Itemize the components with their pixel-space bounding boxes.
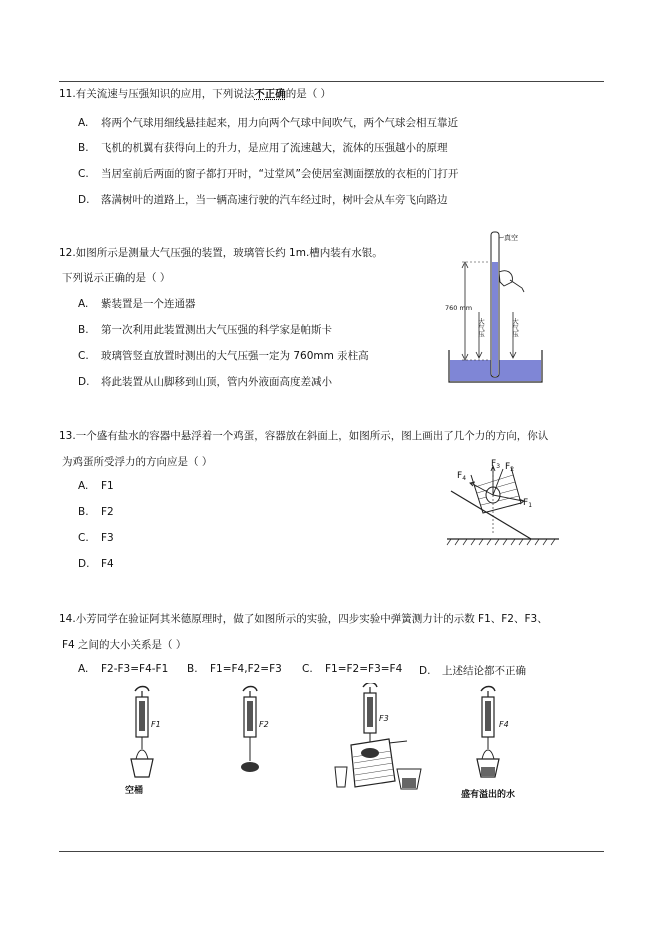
height-label: 760 mm <box>445 304 473 312</box>
f4-reading-label: F4 <box>499 720 509 729</box>
q13-option-c: C. F3 <box>78 532 114 544</box>
barometer-figure <box>442 228 552 388</box>
q11-option-a: A. 将两个气球用细线悬挂起来，用力向两个气球中间吹气，两个气球会相互靠近 <box>78 117 458 129</box>
question-13-stem: 13.一个盛有盐水的容器中悬浮着一个鸡蛋，容器放在斜面上，如图所示，图上画出了几个力的方向，你认 <box>59 430 549 442</box>
step1-scale <box>125 687 161 797</box>
q14-option-c: C. F1=F2=F3=F4 <box>302 663 403 675</box>
f1-label: F <box>523 498 529 508</box>
q11-option-b: B. 飞机的机翼有获得向上的升力，是应用了流速越大，流体的压强越小的原理 <box>78 142 448 154</box>
q14-option-b: B. F1=F4,F2=F3 <box>187 663 282 675</box>
question-14-stem: 14.小芳同学在验证阿其米德原理时，做了如图所示的实验，四步实验中弹簧测力计的示数 F1、F2、F3、 <box>59 613 548 625</box>
q12-option-a: A. 紫装置是一个连通器 <box>78 298 196 310</box>
q12-option-d: D. 将此装置从山脚移到山顶，管内外液面高度差减小 <box>78 376 332 388</box>
f2-label: F <box>505 462 511 472</box>
question-12-stem: 12.如图所示是测量大气压强的装置，玻璃管长约 1m.槽内装有水银。 <box>59 247 383 259</box>
emphasis-not-correct: 不正确 <box>254 88 286 100</box>
q14-option-a: A. F2-F3=F4-F1 <box>78 663 169 675</box>
f2-reading-label: F2 <box>259 720 269 729</box>
q13-option-a: A. F1 <box>78 480 114 492</box>
question-12-stem-2: 下列说示正确的是（ ） <box>62 272 171 284</box>
question-14-stem-2: F4 之间的大小关系是（ ） <box>62 639 187 651</box>
empty-bucket-caption: 空桶 <box>125 786 144 796</box>
q14-option-d: D. 上述结论都不正确 <box>419 665 526 677</box>
archimedes-figure <box>115 683 535 803</box>
q12-option-b: B. 第一次利用此装置测出大气压强的科学家是帕斯卡 <box>78 324 332 336</box>
q13-option-b: B. F2 <box>78 506 114 518</box>
f4-label: F <box>457 471 463 481</box>
pressure-left-label: 大气压 <box>477 318 485 338</box>
top-rule <box>59 81 604 82</box>
bottom-rule <box>59 851 604 852</box>
step3-scale <box>335 683 421 789</box>
f3-reading-label: F3 <box>379 714 389 723</box>
f3-label: F <box>491 459 497 469</box>
q11-option-c: C. 当居室前后两面的窗子都打开时，“过堂风”会使居室测面摆放的衣柜的门打开 <box>78 168 459 180</box>
overflow-water-caption: 盛有溢出的水 <box>461 790 516 800</box>
svg-text:F2: $F_2$ <box>505 462 515 473</box>
svg-text:F3: $F_3$ <box>491 459 501 470</box>
q11-option-d: D. 落满树叶的道路上，当一辆高速行驶的汽车经过时，树叶会从车旁飞向路边 <box>78 194 448 206</box>
svg-text:F1: $F_1$ <box>523 498 533 509</box>
question-11-stem: 11.有关流速与压强知识的应用，下列说法不正确的是（ ） <box>59 88 332 100</box>
svg-text:F4: $F_4$ <box>457 471 467 482</box>
step4-scale <box>461 687 515 801</box>
q12-option-c: C. 玻璃管竖直放置时测出的大气压强一定为 760mm 汞柱高 <box>78 350 369 362</box>
question-13-stem-2: 为鸡蛋所受浮力的方向应是（ ） <box>62 456 213 468</box>
incline-egg-figure <box>443 457 563 549</box>
step2-scale <box>241 687 269 773</box>
pressure-right-label: 大气压 <box>511 318 519 338</box>
f1-reading-label: F1 <box>151 720 161 729</box>
q13-option-d: D. F4 <box>78 558 114 570</box>
vacuum-label: 真空 <box>504 234 518 242</box>
